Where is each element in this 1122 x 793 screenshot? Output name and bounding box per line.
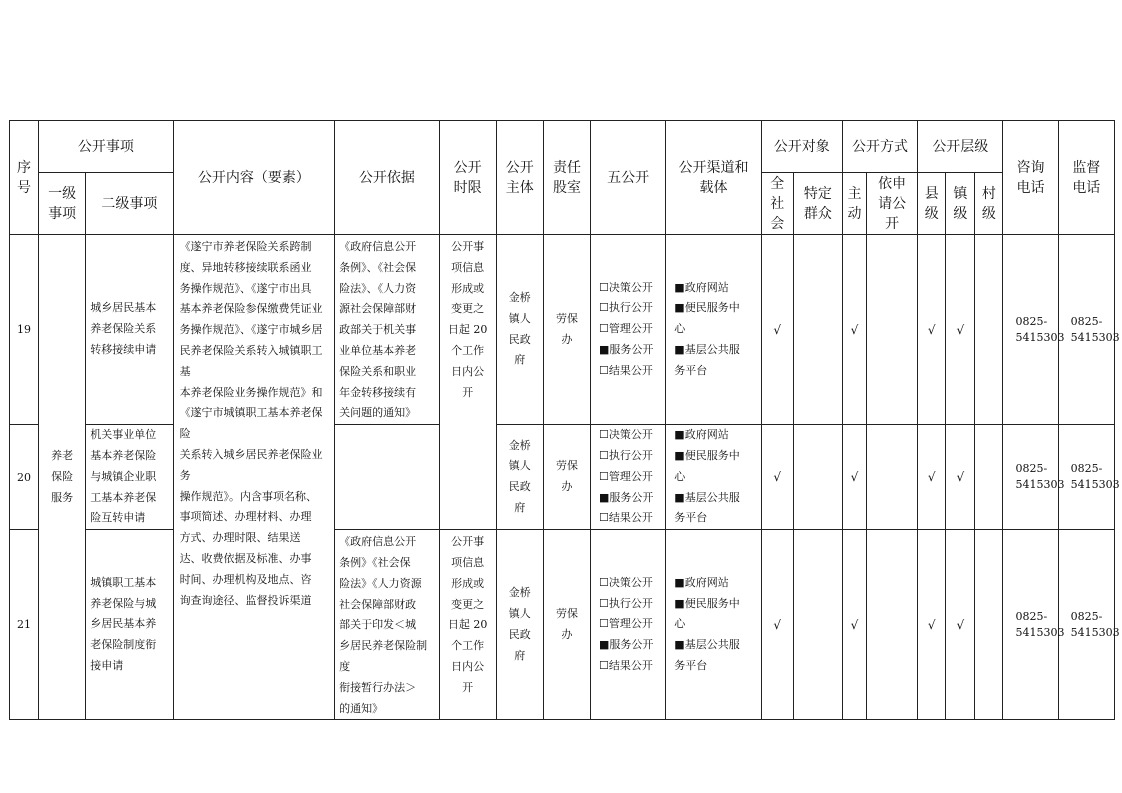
basis-cell xyxy=(335,425,439,530)
level2-item: 城乡居民基本 养老保险关系 转移接续申请 xyxy=(86,235,173,425)
five-public-list xyxy=(591,530,666,720)
five-public-option: ☐管理公开 xyxy=(599,469,653,483)
channel-list xyxy=(666,530,761,720)
header-method-active: 主 动 xyxy=(842,173,866,235)
target-all-check: √ xyxy=(761,425,793,530)
five-public-option: ☐执行公开 xyxy=(599,301,653,315)
level2-item: 城镇职工基本 养老保险与城 乡居民基本养 老保险制度衔 接申请 xyxy=(86,530,173,720)
header-target-special: 特定 群众 xyxy=(793,173,842,235)
five-public-option: ☐执行公开 xyxy=(599,596,653,610)
row-seq: 19 xyxy=(10,235,39,425)
header-items: 公开事项 xyxy=(39,121,173,173)
channel-option: 务平台 xyxy=(674,363,708,377)
channel-option: ■便民服务中 xyxy=(674,596,740,610)
header-level: 公开层级 xyxy=(918,121,1003,173)
level-village-check xyxy=(975,425,1003,530)
method-apply-check xyxy=(867,235,918,425)
header-department: 责任 股室 xyxy=(543,121,590,235)
header-five-public: 五公开 xyxy=(591,121,666,235)
level-county-check: √ xyxy=(918,530,946,720)
level-town-check: √ xyxy=(946,530,975,720)
header-time-limit: 公开 时限 xyxy=(439,121,496,235)
channel-option: ■基层公共服 xyxy=(674,638,740,652)
five-public-option: ☐管理公开 xyxy=(599,322,653,336)
department-cell: 劳保 办 xyxy=(543,425,590,530)
level-county-check: √ xyxy=(918,425,946,530)
five-public-option: ☐决策公开 xyxy=(599,280,653,294)
level-county-check: √ xyxy=(918,235,946,425)
department-cell: 劳保 办 xyxy=(543,235,590,425)
level-village-check xyxy=(975,530,1003,720)
header-method: 公开方式 xyxy=(842,121,917,173)
five-public-option: ☐执行公开 xyxy=(599,448,653,462)
header-method-apply: 依申 请公 开 xyxy=(867,173,918,235)
header-content: 公开内容（要素） xyxy=(173,121,335,235)
subject-cell: 金桥 镇人 民政 府 xyxy=(496,530,543,720)
time-limit-cell: 公开事 项信息 形成或 变更之 日起 20 个工作 日内公 开 xyxy=(439,530,496,720)
basis-cell: 《政府信息公开 条例》《社会保 险法》《人力资源 社会保障部财政 部关于印发＜城 乡居民养老保险制度 衔接暂行办法＞ 的通知》 xyxy=(335,530,439,720)
header-level-county: 县 级 xyxy=(918,173,946,235)
target-all-check: √ xyxy=(761,530,793,720)
supervise-phone: 0825- 5415303 xyxy=(1058,530,1114,720)
channel-option: 心 xyxy=(674,322,686,336)
header-level-village: 村 级 xyxy=(975,173,1003,235)
level-village-check xyxy=(975,235,1003,425)
method-active-check: √ xyxy=(842,425,866,530)
level2-item: 机关事业单位 基本养老保险 与城镇企业职 工基本养老保 险互转申请 xyxy=(86,425,173,530)
method-apply-check xyxy=(867,425,918,530)
target-special-check xyxy=(793,425,842,530)
basis-cell: 《政府信息公开 条例》、《社会保 险法》、《人力资 源社会保障部财 政部关于机关事 业单位基本养老 保险关系和职业 年金转移接续有 关问题的通知》 xyxy=(335,235,439,425)
channel-option: ■政府网站 xyxy=(674,575,729,589)
channel-option: 务平台 xyxy=(674,511,708,525)
supervise-phone: 0825- 5415303 xyxy=(1058,425,1114,530)
subject-cell: 金桥 镇人 民政 府 xyxy=(496,235,543,425)
level1-item: 养老 保险 服务 xyxy=(39,235,86,720)
header-target: 公开对象 xyxy=(761,121,842,173)
row-seq: 21 xyxy=(10,530,39,720)
method-active-check: √ xyxy=(842,235,866,425)
subject-cell: 金桥 镇人 民政 府 xyxy=(496,425,543,530)
consult-phone: 0825- 5415303 xyxy=(1003,235,1058,425)
row-seq: 20 xyxy=(10,425,39,530)
level-town-check: √ xyxy=(946,425,975,530)
five-public-option: ■服务公开 xyxy=(599,638,654,652)
five-public-option: ☐管理公开 xyxy=(599,617,653,631)
five-public-option: ☐结果公开 xyxy=(599,658,653,672)
header-target-all: 全 社 会 xyxy=(761,173,793,235)
header-consult-phone: 咨询 电话 xyxy=(1003,121,1058,235)
header-subject: 公开 主体 xyxy=(496,121,543,235)
channel-option: 务平台 xyxy=(674,658,708,672)
five-public-option: ■服务公开 xyxy=(599,490,654,504)
five-public-list xyxy=(591,235,666,425)
channel-option: ■基层公共服 xyxy=(674,490,740,504)
level-town-check: √ xyxy=(946,235,975,425)
header-level-town: 镇 级 xyxy=(946,173,975,235)
channel-option: ■政府网站 xyxy=(674,428,729,442)
target-all-check: √ xyxy=(761,235,793,425)
channel-list xyxy=(666,425,761,530)
header-basis: 公开依据 xyxy=(335,121,439,235)
consult-phone: 0825- 5415303 xyxy=(1003,530,1058,720)
five-public-option: ☐结果公开 xyxy=(599,363,653,377)
five-public-option: ■服务公开 xyxy=(599,342,654,356)
channel-option: ■便民服务中 xyxy=(674,301,740,315)
header-level1: 一级 事项 xyxy=(39,173,86,235)
channel-list xyxy=(666,235,761,425)
channel-option: 心 xyxy=(674,617,686,631)
channel-option: ■政府网站 xyxy=(674,280,729,294)
disclosure-table xyxy=(9,120,1120,720)
five-public-option: ☐结果公开 xyxy=(599,511,653,525)
department-cell: 劳保 办 xyxy=(543,530,590,720)
target-special-check xyxy=(793,235,842,425)
five-public-option: ☐决策公开 xyxy=(599,428,653,442)
header-level2: 二级事项 xyxy=(86,173,173,235)
consult-phone: 0825- 5415303 xyxy=(1003,425,1058,530)
channel-option: ■便民服务中 xyxy=(674,448,740,462)
five-public-list xyxy=(591,425,666,530)
table-row xyxy=(10,235,1115,425)
header-channel: 公开渠道和 载体 xyxy=(666,121,761,235)
time-limit-cell: 公开事 项信息 形成或 变更之 日起 20 个工作 日内公 开 xyxy=(439,235,496,530)
channel-option: ■基层公共服 xyxy=(674,342,740,356)
five-public-option: ☐决策公开 xyxy=(599,575,653,589)
method-apply-check xyxy=(867,530,918,720)
target-special-check xyxy=(793,530,842,720)
header-supervise-phone: 监督 电话 xyxy=(1058,121,1114,235)
header-seq: 序 号 xyxy=(10,121,39,235)
method-active-check: √ xyxy=(842,530,866,720)
supervise-phone: 0825- 5415303 xyxy=(1058,235,1114,425)
channel-option: 心 xyxy=(674,469,686,483)
content-cell: 《遂宁市养老保险关系跨制 度、异地转移接续联系函业 务操作规范》、《遂宁市出具 基本养老保险参保缴费凭证业 务操作规范》、《遂宁市城乡居 民养老保险关系转入城镇职工基 本养老保险业务操作规范》和 《遂宁市城镇职工基本养老保险 关系转入城乡居民养老保险业务 操作规范》。内含事项名称、 事项简述、办理材料、办理 方式、办理时限、结果送 达、收费依据及标准、办事 时间、办理机构及地点、咨 询查询途径、监督投诉渠道 xyxy=(173,235,335,720)
